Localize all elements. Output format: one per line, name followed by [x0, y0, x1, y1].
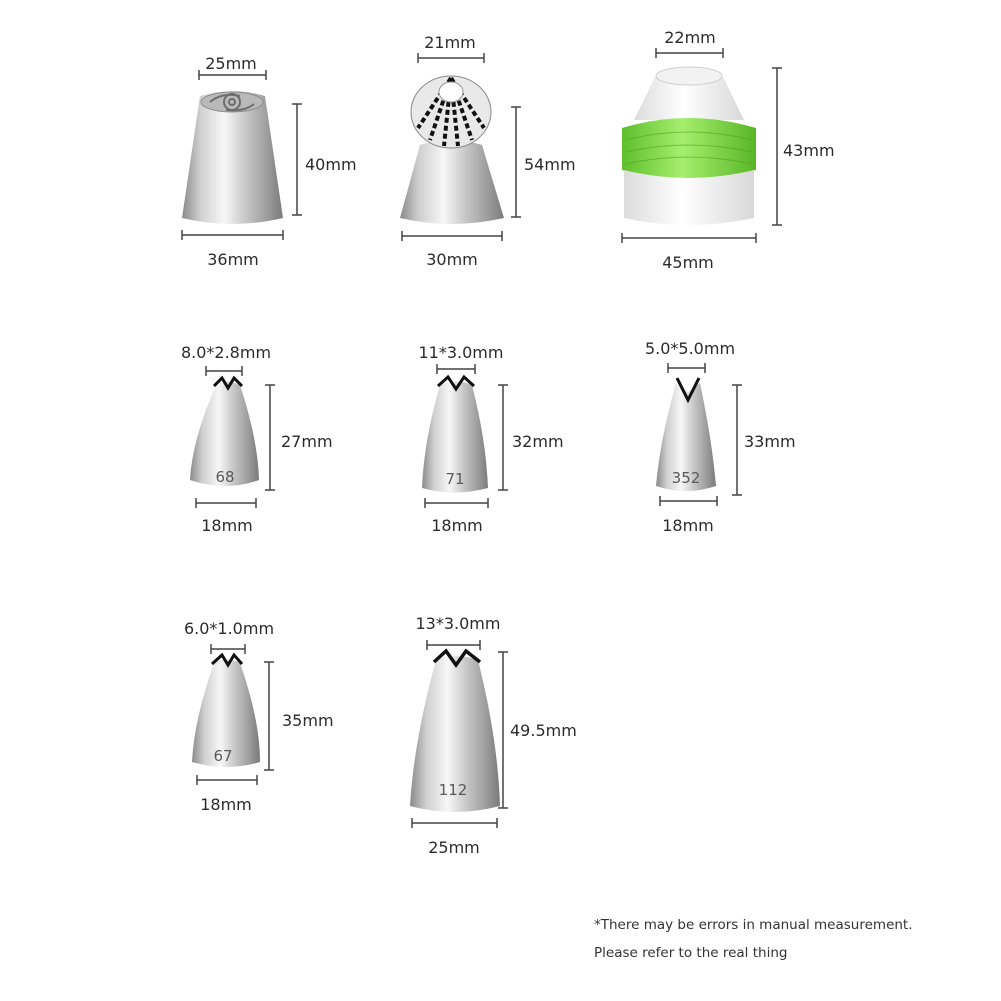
top-dimension-label: 11*3.0mm: [418, 343, 504, 362]
height-dimension-label: 33mm: [744, 432, 796, 451]
tip-number-label: 112: [438, 781, 468, 799]
russian-flower-nozzle-icon: [182, 91, 283, 224]
top-dimension-label: 21mm: [424, 33, 476, 52]
item-coupler: [622, 28, 835, 272]
bottom-dimension-label: 25mm: [428, 838, 480, 857]
item-tip352: [645, 339, 796, 535]
item-tip112: [410, 614, 577, 857]
top-dimension-label: 6.0*1.0mm: [183, 619, 275, 638]
bottom-dimension-label: 36mm: [207, 250, 259, 269]
reference-note: Please refer to the real thing: [594, 945, 788, 961]
height-dimension-label: 54mm: [524, 155, 576, 174]
tip-number-label: 352: [671, 469, 701, 487]
item-tip68: [181, 343, 333, 535]
height-dimension-label: 49.5mm: [510, 721, 577, 740]
bottom-dimension-label: 18mm: [662, 516, 714, 535]
top-dimension-label: 5.0*5.0mm: [644, 339, 736, 358]
item-tip67: [184, 619, 334, 814]
tip-number-label: 67: [213, 747, 233, 765]
bottom-dimension-label: 18mm: [201, 516, 253, 535]
height-dimension-label: 35mm: [282, 711, 334, 730]
sphere-ball-nozzle-icon: [400, 76, 504, 224]
height-dimension-label: 27mm: [281, 432, 333, 451]
bottom-dimension-label: 45mm: [662, 253, 714, 272]
item-russian: [182, 54, 357, 269]
height-dimension-label: 43mm: [783, 141, 835, 160]
measurement-disclaimer: *There may be errors in manual measurement.: [594, 917, 913, 933]
bottom-dimension-label: 18mm: [200, 795, 252, 814]
item-tip71: [419, 343, 564, 535]
bottom-dimension-label: 30mm: [426, 250, 478, 269]
tip-number-label: 71: [445, 470, 465, 488]
coupler-converter-icon: [622, 67, 756, 225]
height-dimension-label: 32mm: [512, 432, 564, 451]
top-dimension-label: 13*3.0mm: [415, 614, 501, 633]
height-dimension-label: 40mm: [305, 155, 357, 174]
item-ball: [400, 33, 576, 269]
tip-number-label: 68: [215, 468, 235, 486]
top-dimension-label: 8.0*2.8mm: [180, 343, 272, 362]
top-dimension-label: 25mm: [205, 54, 257, 73]
top-dimension-label: 22mm: [664, 28, 716, 47]
bottom-dimension-label: 18mm: [431, 516, 483, 535]
